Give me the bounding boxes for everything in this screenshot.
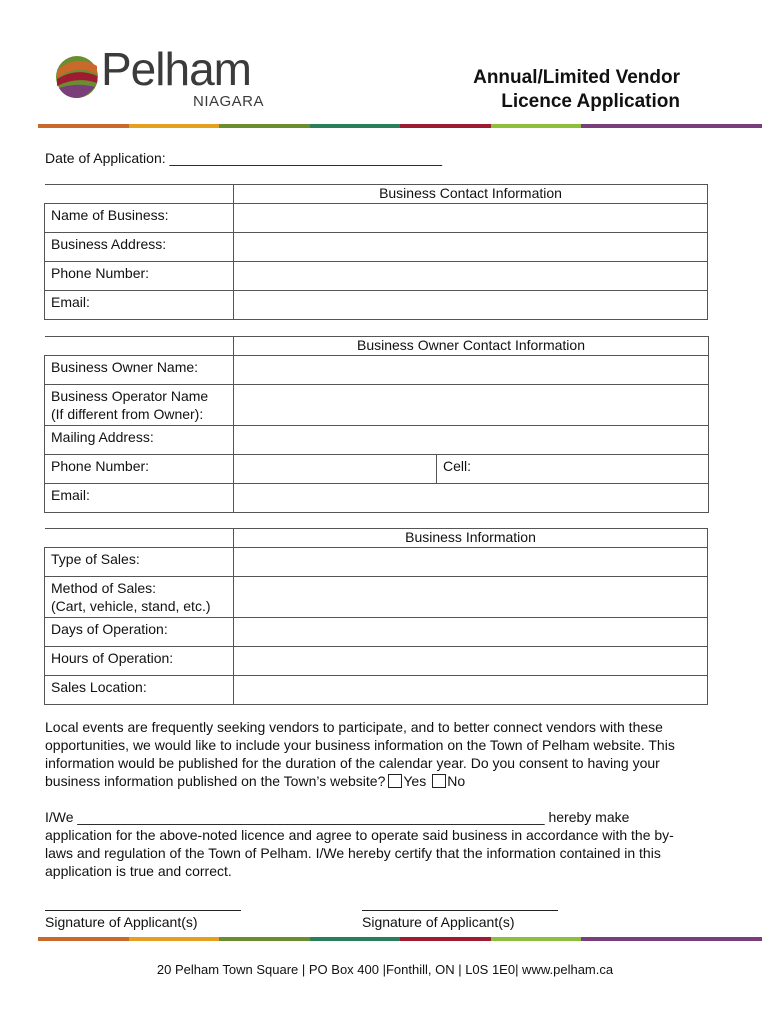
stripe-segment <box>310 124 401 128</box>
mailing-address-field[interactable] <box>234 426 709 455</box>
type-of-sales-label: Type of Sales: <box>45 548 234 577</box>
stripe-segment <box>310 937 401 941</box>
hours-of-operation-label: Hours of Operation: <box>45 647 234 676</box>
pelham-logo <box>55 43 265 114</box>
yes-label: Yes <box>403 773 427 789</box>
mailing-address-label: Mailing Address: <box>45 426 234 455</box>
owner-contact-table <box>44 336 709 513</box>
type-of-sales-field[interactable] <box>234 548 708 577</box>
logo-wordmark: Pelham <box>101 43 251 95</box>
stripe-segment <box>581 124 672 128</box>
business-email-label: Email: <box>45 291 234 320</box>
stripe-segment <box>400 124 491 128</box>
sales-location-label: Sales Location: <box>45 676 234 705</box>
title-line-2: Licence Application <box>501 91 680 112</box>
stripe-segment <box>38 124 129 128</box>
business-phone-label: Phone Number: <box>45 262 234 291</box>
owner-contact-heading: Business Owner Contact Information <box>234 337 709 356</box>
declaration-paragraph <box>45 808 685 880</box>
business-contact-heading: Business Contact Information <box>234 185 708 204</box>
days-of-operation-label: Days of Operation: <box>45 618 234 647</box>
operator-name-field[interactable] <box>234 385 709 426</box>
no-checkbox[interactable] <box>432 774 446 788</box>
signature-line-left[interactable] <box>45 898 241 911</box>
stripe-segment <box>581 937 672 941</box>
signature-label-left: Signature of Applicant(s) <box>45 914 198 930</box>
business-address-label: Business Address: <box>45 233 234 262</box>
no-label: No <box>447 773 466 789</box>
business-info-table <box>44 528 708 705</box>
method-of-sales-label-line-2: (Cart, vehicle, stand, etc.) <box>51 598 211 614</box>
stripe-segment <box>129 124 220 128</box>
business-contact-table <box>44 184 708 320</box>
method-of-sales-label-line-1: Method of Sales: <box>51 580 157 596</box>
owner-email-label: Email: <box>45 484 234 513</box>
business-address-field[interactable] <box>234 233 708 262</box>
business-info-heading: Business Information <box>234 529 708 548</box>
owner-email-field[interactable] <box>234 484 709 513</box>
stripe-segment <box>672 937 763 941</box>
days-of-operation-field[interactable] <box>234 618 708 647</box>
owner-phone-field[interactable] <box>234 455 437 484</box>
stripe-segment <box>491 124 582 128</box>
declaration-name-blank[interactable]: ____________________________________________________________ <box>77 809 545 825</box>
owner-cell-field[interactable] <box>437 455 709 484</box>
signature-line-right[interactable] <box>362 898 558 911</box>
date-of-application[interactable]: Date of Application: ___________________________________ <box>45 150 443 166</box>
method-of-sales-label <box>45 577 234 618</box>
logo-subtitle: NIAGARA <box>193 93 265 110</box>
operator-name-label-line-1: Business Operator Name <box>51 388 209 404</box>
stripe-segment <box>400 937 491 941</box>
sales-location-field[interactable] <box>234 676 708 705</box>
owner-phone-label: Phone Number: <box>45 455 234 484</box>
declaration-prefix: I/We <box>45 809 74 825</box>
operator-name-label-line-2: (If different from Owner): <box>51 406 204 422</box>
title-line-1: Annual/Limited Vendor <box>473 67 680 88</box>
declaration-suffix: hereby make <box>548 809 630 825</box>
stripe-segment <box>129 937 220 941</box>
consent-text: Local events are frequently seeking vendors to participate, and to better connect vendors with these opportunities, we would like to include your business information on the Town of Pelham website. This information would be published for the duration of the calendar year. Do you consent to having your business information published on the Town’s website? <box>45 719 675 789</box>
business-name-field[interactable] <box>234 204 708 233</box>
yes-checkbox[interactable] <box>388 774 402 788</box>
business-email-field[interactable] <box>234 291 708 320</box>
owner-name-label: Business Owner Name: <box>45 356 234 385</box>
pelham-logo-icon <box>55 52 99 102</box>
operator-name-label <box>45 385 234 426</box>
declaration-body: application for the above-noted licence and agree to operate said business in accordance with the by-laws and regulation of the Town of Pelham. I/We hereby certify that the information contained in this application is true and correct. <box>45 827 674 879</box>
stripe-segment <box>219 124 310 128</box>
footer-address: 20 Pelham Town Square | PO Box 400 |Fonthill, ON | L0S 1E0| www.pelham.ca <box>156 962 614 977</box>
business-phone-field[interactable] <box>234 262 708 291</box>
consent-paragraph <box>45 718 685 790</box>
signature-label-right: Signature of Applicant(s) <box>362 914 515 930</box>
owner-cell-label: Cell: <box>443 458 472 474</box>
document-title <box>473 66 680 114</box>
bottom-color-stripe <box>38 937 762 941</box>
stripe-segment <box>672 124 763 128</box>
hours-of-operation-field[interactable] <box>234 647 708 676</box>
stripe-segment <box>38 937 129 941</box>
stripe-segment <box>219 937 310 941</box>
method-of-sales-field[interactable] <box>234 577 708 618</box>
stripe-segment <box>491 937 582 941</box>
owner-name-field[interactable] <box>234 356 709 385</box>
business-name-label: Name of Business: <box>45 204 234 233</box>
top-color-stripe <box>38 124 762 128</box>
